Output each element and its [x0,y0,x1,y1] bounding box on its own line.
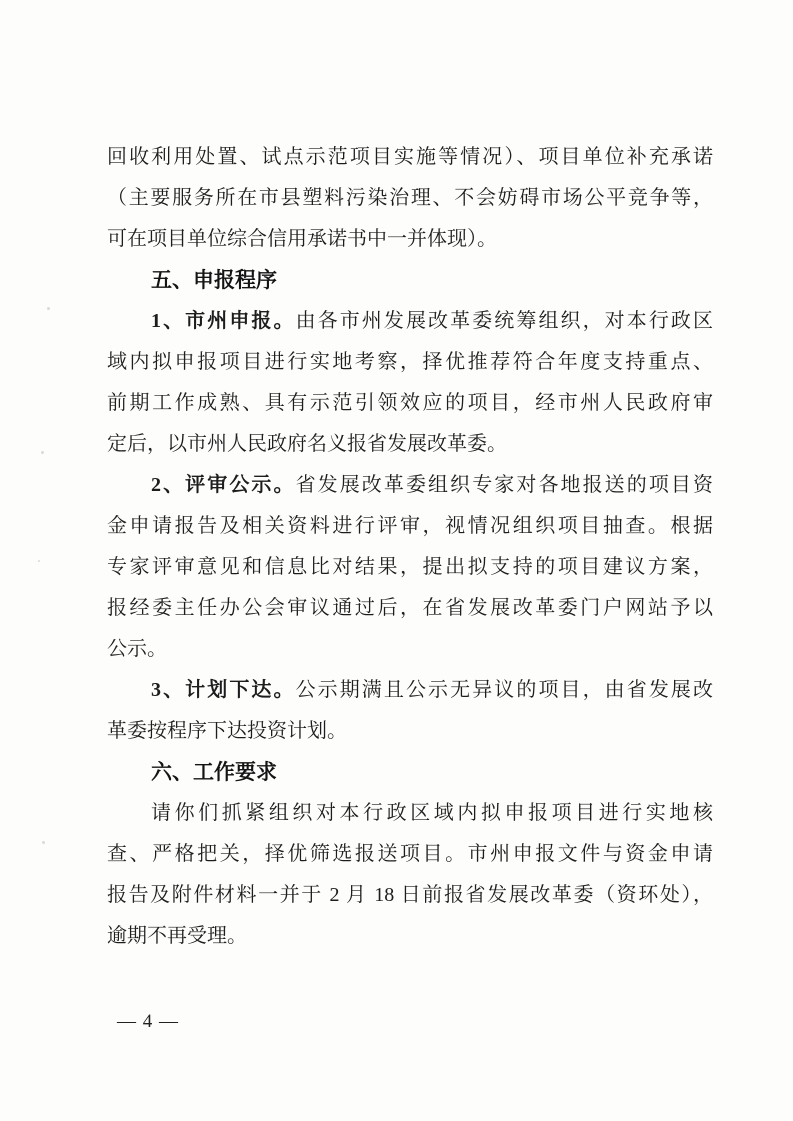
body-line [107,834,713,875]
body-text: 定后，以市州人民政府名义报省发展改革委。 [107,433,507,455]
scan-speck [42,841,45,844]
body-text: 报告及附件材料一并于 2 月 18 日前报省发展改革委（资环处）， [107,884,713,906]
body-text: 报经委主任办公会审议通过后，在省发展改革委门户网站予以 [107,597,713,619]
body-text: 金申请报告及相关资料进行评审，视情况组织项目抽查。根据 [107,515,713,537]
body-text: 前期工作成熟、具有示范引领效应的项目，经市州人民政府审 [107,392,713,414]
body-line [107,875,713,916]
paragraph-lead: 2、评审公示。 [151,474,296,496]
body-text: 公示。 [107,638,167,660]
body-text: （主要服务所在市县塑料污染治理、不会妨碍市场公平竞争等， [107,187,713,209]
scan-speck [38,560,40,562]
body-text: 革委按程序下达投资计划。 [107,720,347,742]
body-line [107,383,713,424]
body-line [107,301,713,342]
body-line [107,342,713,383]
heading-text: 六、工作要求 [151,761,277,784]
body-line [107,670,713,711]
page-number: — 4 — [117,1011,179,1032]
scan-speck [47,307,50,310]
body-line [107,588,713,629]
body-line [107,424,713,465]
body-text: 公示期满且公示无异议的项目，由省发展改 [295,679,714,701]
body-text: 查、严格把关，择优筛选报送项目。市州申报文件与资金申请 [107,843,713,865]
paragraph-lead: 3、计划下达。 [151,679,296,701]
body-text: 域内拟申报项目进行实地考察，择优推荐符合年度支持重点、 [107,351,713,373]
body-line [107,711,713,752]
body-text: 可在项目单位综合信用承诺书中一并体现）。 [107,228,497,250]
body-line [107,219,713,260]
section-heading-6 [107,752,713,793]
section-heading-5 [107,260,713,301]
body-text: 专家评审意见和信息比对结果，提出拟支持的项目建议方案， [107,556,713,578]
body-text: 逾期不再受理。 [107,925,247,947]
heading-text: 五、申报程序 [151,269,277,292]
body-line [107,506,713,547]
document-text-block [107,137,713,957]
body-text: 由各市州发展改革委统筹组织，对本行政区 [295,310,714,332]
body-line [107,793,713,834]
body-line [107,465,713,506]
body-line [107,916,713,957]
scan-speck [41,451,44,454]
body-line [107,547,713,588]
body-line [107,629,713,670]
paragraph-lead: 1、市州申报。 [151,310,296,332]
body-line [107,178,713,219]
body-text: 省发展改革委组织专家对各地报送的项目资 [295,474,714,496]
body-line [107,137,713,178]
body-text: 请你们抓紧组织对本行政区域内拟申报项目进行实地核 [151,802,713,824]
body-text: 回收利用处置、试点示范项目实施等情况）、项目单位补充承诺 [107,146,713,168]
